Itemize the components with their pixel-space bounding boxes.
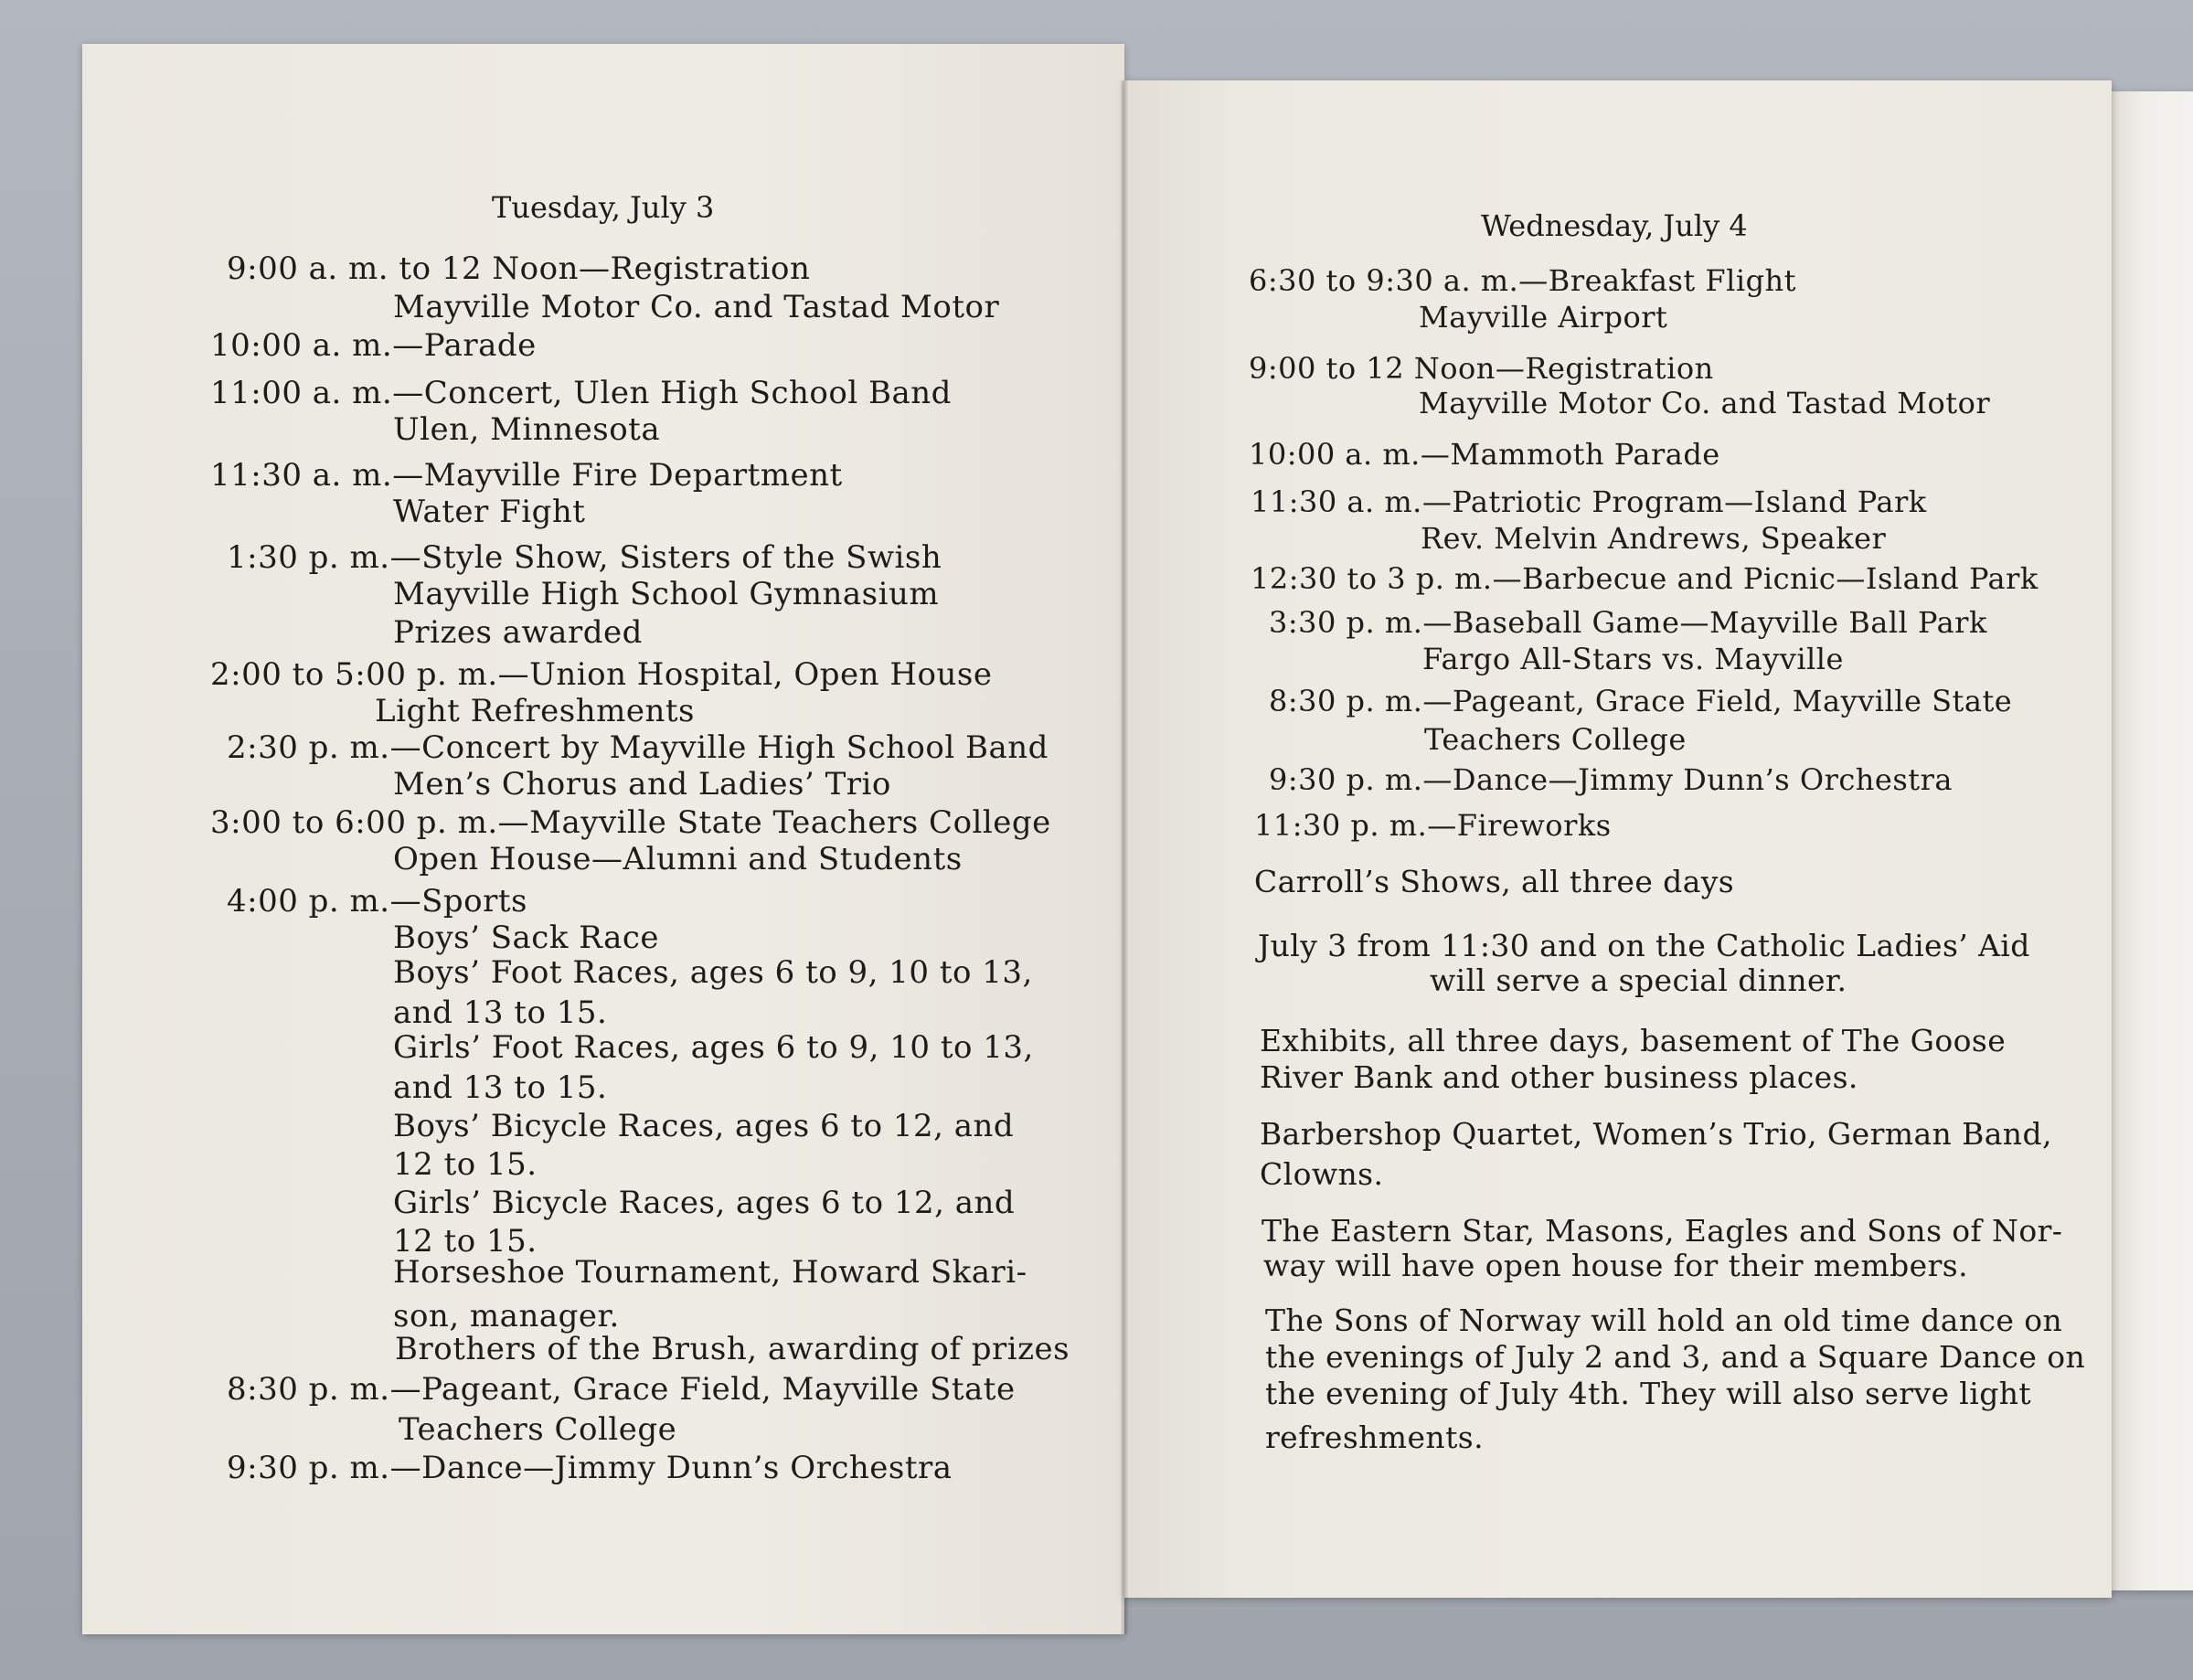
info-paragraph: River Bank and other business places.	[1260, 1059, 1858, 1095]
schedule-line: Boys’ Sack Race	[393, 920, 660, 956]
info-paragraph: The Sons of Norway will hold an old time dance on	[1265, 1303, 2063, 1338]
info-paragraph: will serve a special dinner.	[1430, 962, 1847, 998]
info-paragraph: the evenings of July 2 and 3, and a Square Dance on	[1265, 1339, 2086, 1375]
schedule-line: 11:30 p. m.—Fireworks	[1254, 808, 1612, 843]
schedule-line: Ulen, Minnesota	[393, 411, 661, 448]
schedule-line: Men’s Chorus and Ladies’ Trio	[393, 766, 891, 803]
info-paragraph: Exhibits, all three days, basement of The Goose	[1260, 1023, 2007, 1058]
schedule-line: 6:30 to 9:30 a. m.—Breakfast Flight	[1249, 263, 1797, 298]
schedule-line: Brothers of the Brush, awarding of prizes	[395, 1331, 1070, 1367]
schedule-line: and 13 to 15.	[393, 1069, 608, 1106]
schedule-line: 8:30 p. m.—Pageant, Grace Field, Mayville State	[1269, 684, 2013, 718]
info-paragraph: the evening of July 4th. They will also serve light	[1265, 1376, 2032, 1411]
schedule-line: 8:30 p. m.—Pageant, Grace Field, Mayville State	[227, 1371, 1016, 1408]
schedule-line: Mayville Motor Co. and Tastad Motor	[1419, 386, 1991, 420]
schedule-line: 4:00 p. m.—Sports	[227, 883, 527, 920]
schedule-line: 9:30 p. m.—Dance—Jimmy Dunn’s Orchestra	[227, 1450, 953, 1486]
schedule-line: Boys’ Bicycle Races, ages 6 to 12, and	[393, 1108, 1015, 1144]
info-paragraph: Barbershop Quartet, Women’s Trio, German Band,	[1260, 1116, 2052, 1152]
wednesday-heading: Wednesday, July 4	[1481, 208, 1748, 243]
schedule-line: Fargo All-Stars vs. Mayville	[1422, 642, 1844, 676]
schedule-line: 10:00 a. m.—Mammoth Parade	[1249, 437, 1720, 472]
schedule-line: 3:30 p. m.—Baseball Game—Mayville Ball Park	[1269, 605, 1987, 640]
schedule-line: 11:30 a. m.—Mayville Fire Department	[210, 457, 843, 494]
tuesday-heading: Tuesday, July 3	[492, 190, 715, 225]
info-paragraph: Clowns.	[1260, 1156, 1384, 1192]
schedule-line: Teachers College	[1424, 722, 1687, 757]
schedule-line: Boys’ Foot Races, ages 6 to 9, 10 to 13,	[393, 954, 1033, 991]
schedule-line: Mayville Motor Co. and Tastad Motor	[393, 289, 1000, 325]
schedule-line: Water Fight	[393, 494, 586, 530]
info-paragraph: The Eastern Star, Masons, Eagles and Sons of Nor-	[1262, 1213, 2063, 1249]
info-paragraph: way will have open house for their members.	[1263, 1248, 1969, 1283]
schedule-line: 2:30 p. m.—Concert by Mayville High School Band	[227, 729, 1049, 766]
schedule-line: Girls’ Bicycle Races, ages 6 to 12, and	[393, 1185, 1016, 1221]
schedule-line: 3:00 to 6:00 p. m.—Mayville State Teachers College	[210, 804, 1051, 841]
schedule-line: Mayville Airport	[1419, 300, 1668, 335]
schedule-line: 1:30 p. m.—Style Show, Sisters of the Swish	[227, 539, 942, 576]
page-fold	[1121, 80, 1128, 1634]
schedule-line: 12:30 to 3 p. m.—Barbecue and Picnic—Island Park	[1251, 561, 2039, 596]
schedule-line: 12 to 15.	[393, 1146, 538, 1183]
info-paragraph: Carroll’s Shows, all three days	[1254, 864, 1735, 899]
schedule-line: 9:00 to 12 Noon—Registration	[1249, 351, 1714, 386]
schedule-line: Mayville High School Gymnasium	[393, 576, 940, 612]
schedule-line: son, manager.	[393, 1298, 620, 1334]
schedule-line: Horseshoe Tournament, Howard Skari-	[393, 1254, 1027, 1291]
schedule-line: Girls’ Foot Races, ages 6 to 9, 10 to 13,	[393, 1029, 1034, 1066]
schedule-line: 10:00 a. m.—Parade	[210, 327, 537, 364]
schedule-line: 2:00 to 5:00 p. m.—Union Hospital, Open House	[210, 656, 993, 693]
schedule-line: 9:00 a. m. to 12 Noon—Registration	[227, 250, 811, 287]
schedule-line: Light Refreshments	[375, 693, 695, 729]
third-page-edge	[2103, 91, 2193, 1590]
schedule-line: 9:30 p. m.—Dance—Jimmy Dunn’s Orchestra	[1269, 762, 1953, 797]
schedule-line: Open House—Alumni and Students	[393, 841, 963, 877]
schedule-line: 11:30 a. m.—Patriotic Program—Island Park	[1251, 484, 1927, 519]
schedule-line: Teachers College	[399, 1411, 677, 1448]
schedule-line: 12 to 15.	[393, 1223, 538, 1260]
schedule-line: and 13 to 15.	[393, 994, 608, 1031]
schedule-line: Rev. Melvin Andrews, Speaker	[1421, 521, 1887, 556]
schedule-line: Prizes awarded	[393, 614, 643, 651]
info-paragraph: refreshments.	[1265, 1419, 1484, 1455]
schedule-line: 11:00 a. m.—Concert, Ulen High School Band	[210, 375, 952, 411]
info-paragraph: July 3 from 11:30 and on the Catholic Ladies’ Aid	[1258, 928, 2030, 963]
